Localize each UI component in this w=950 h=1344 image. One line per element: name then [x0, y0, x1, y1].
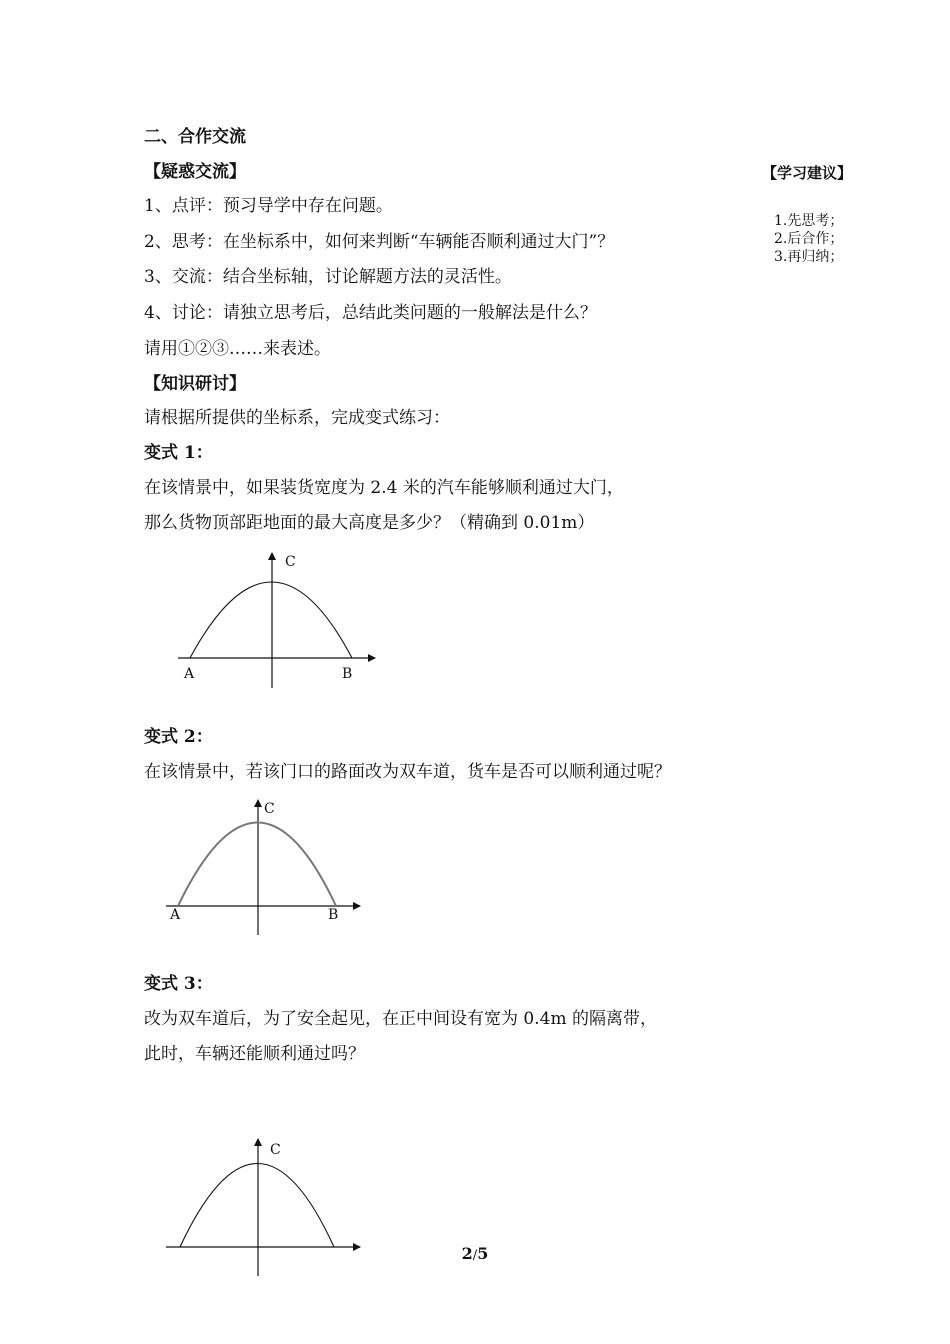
study-advice-item-1: 1.先思考；: [774, 213, 844, 229]
doubt-exchange-title: 【疑惑交流】: [144, 162, 246, 182]
variant-1-line-2: 那么货物顶部距地面的最大高度是多少？（精确到 0.01m）: [144, 513, 595, 533]
variant-2-title: 变式 2：: [144, 727, 213, 747]
page-current: 2: [461, 1244, 473, 1263]
label-c: C: [285, 554, 296, 570]
label-a: A: [184, 666, 195, 682]
parabola-diagram-1: [170, 548, 390, 693]
variant-3-title: 变式 3：: [144, 974, 213, 994]
page-total: 5: [477, 1244, 489, 1263]
parabola-curve: [180, 1164, 334, 1248]
label-c: C: [264, 801, 275, 817]
label-a: A: [170, 907, 181, 923]
variant-3-line-1: 改为双车道后，为了安全起见，在正中间设有宽为 0.4m 的隔离带，: [144, 1009, 657, 1029]
discussion-note: 请用①②③……来表述。: [144, 339, 331, 359]
page-separator: /: [472, 1248, 478, 1263]
section-heading: 二、合作交流: [144, 127, 246, 147]
discussion-item-3: 3、交流：结合坐标轴，讨论解题方法的灵活性。: [144, 267, 512, 287]
variant-2-figure: [160, 795, 380, 940]
discussion-item-2: 2、思考：在坐标系中，如何来判断“车辆能否顺利通过大门”？: [144, 232, 615, 252]
study-advice-title: 【学习建议】: [762, 164, 853, 182]
page-number: [0, 1244, 950, 1263]
knowledge-intro: 请根据所提供的坐标系，完成变式练习：: [144, 408, 450, 428]
parabola-diagram-2: [160, 795, 380, 940]
variant-1-figure: [170, 548, 390, 693]
variant-1-title: 变式 1：: [144, 443, 213, 463]
label-c: C: [270, 1142, 281, 1158]
variant-3-line-2: 此时，车辆还能顺利通过吗？: [144, 1044, 365, 1064]
discussion-item-1: 1、点评：预习导学中存在问题。: [144, 196, 393, 216]
variant-1-line-1: 在该情景中，如果装货宽度为 2.4 米的汽车能够顺利通过大门，: [144, 478, 624, 498]
label-b: B: [328, 907, 339, 923]
study-advice-item-2: 2.后合作；: [774, 231, 844, 247]
parabola-curve: [190, 582, 352, 658]
knowledge-title: 【知识研讨】: [144, 374, 246, 394]
study-advice-item-3: 3.再归纳；: [774, 249, 844, 265]
label-b: B: [342, 666, 353, 682]
parabola-curve: [178, 823, 336, 907]
discussion-item-4: 4、讨论：请独立思考后，总结此类问题的一般解法是什么？: [144, 303, 597, 323]
variant-2-line-1: 在该情景中，若该门口的路面改为双车道，货车是否可以顺利通过呢？: [144, 762, 671, 782]
